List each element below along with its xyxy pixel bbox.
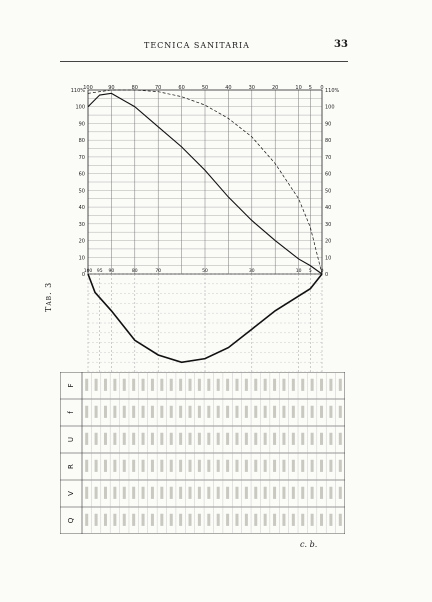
table-cell-mark (301, 433, 304, 445)
table-cell-mark (329, 487, 332, 499)
table-cell-mark (207, 514, 210, 526)
table-cell-mark (273, 460, 276, 472)
table-cell-mark (311, 487, 314, 499)
y-tick-label-right: 90 (325, 121, 332, 128)
table-cell-mark (142, 433, 145, 445)
table-cell-mark (226, 487, 229, 499)
y-tick-label-right: 20 (325, 238, 332, 245)
lower-x-tick-label: 30 (248, 269, 255, 274)
table-cell-mark (198, 514, 201, 526)
table-cell-mark (207, 379, 210, 391)
y-tick-label-right: 60 (325, 171, 332, 178)
table-cell-mark (320, 514, 323, 526)
table-cell-mark (339, 379, 342, 391)
y-tick-label-left: 0 (81, 272, 85, 278)
y-tick-label-left: 70 (78, 154, 85, 161)
lower-x-tick-label: 70 (155, 269, 162, 274)
table-cell-mark (320, 460, 323, 472)
table-cell-mark (207, 433, 210, 445)
table-cell-mark (282, 460, 285, 472)
table-cell-mark (282, 379, 285, 391)
table-cell-mark (235, 460, 238, 472)
table-cell-mark (207, 460, 210, 472)
table-cell-mark (254, 379, 257, 391)
table-cell-mark (311, 460, 314, 472)
table-cell-mark (282, 487, 285, 499)
lower-x-tick-label: 0 (320, 269, 324, 274)
y-tick-label-right: 110% (325, 88, 340, 94)
table-cell-mark (104, 433, 107, 445)
table-cell-mark (292, 460, 295, 472)
table-col-header: U (67, 436, 75, 443)
table-cell-mark (245, 460, 248, 472)
table-cell-mark (226, 433, 229, 445)
table-cell-mark (198, 487, 201, 499)
table-col-header: R (67, 464, 75, 469)
table-cell-mark (160, 487, 163, 499)
lower-x-tick-label: 10 (295, 269, 302, 274)
table-cell-mark (207, 487, 210, 499)
table-cell-mark (95, 460, 98, 472)
table-cell-mark (151, 379, 154, 391)
lower-x-tick-label: 100 (83, 269, 93, 274)
values-table (60, 372, 345, 534)
table-cell-mark (95, 433, 98, 445)
x-tick-label: 80 (131, 85, 138, 91)
table-cell-mark (179, 460, 182, 472)
table-cell-mark (226, 460, 229, 472)
lower-x-tick-label: 95 (96, 269, 103, 274)
table-cell-mark (123, 406, 126, 418)
x-tick-label: 70 (155, 85, 162, 91)
table-cell-mark (123, 487, 126, 499)
table-cell-mark (132, 406, 135, 418)
y-tick-label-right: 50 (325, 188, 332, 195)
x-tick-label: 10 (295, 85, 302, 91)
table-cell-mark (254, 460, 257, 472)
lower-x-tick-label: 90 (108, 269, 115, 274)
table-cell-mark (282, 433, 285, 445)
table-cell-mark (151, 406, 154, 418)
table-cell-mark (282, 406, 285, 418)
table-cell-mark (226, 379, 229, 391)
table-cell-mark (245, 514, 248, 526)
table-cell-mark (273, 433, 276, 445)
table-cell-mark (226, 514, 229, 526)
y-tick-label-right: 100 (325, 104, 335, 111)
table-cell-mark (142, 514, 145, 526)
table-cell-mark (320, 406, 323, 418)
table-cell-mark (320, 379, 323, 391)
table-cell-mark (113, 514, 116, 526)
table-cell-mark (339, 460, 342, 472)
table-cell-mark (151, 514, 154, 526)
table-cell-mark (235, 379, 238, 391)
table-cell-mark (254, 514, 257, 526)
table-cell-mark (170, 514, 173, 526)
page-header (64, 39, 348, 57)
y-tick-label-right: 70 (325, 154, 332, 161)
table-cell-mark (142, 460, 145, 472)
table-cell-mark (95, 487, 98, 499)
table-cell-mark (170, 406, 173, 418)
table-cell-mark (151, 487, 154, 499)
table-cell-mark (113, 406, 116, 418)
table-cell-mark (95, 379, 98, 391)
x-tick-label: 60 (178, 85, 185, 91)
table-cell-mark (189, 433, 192, 445)
table-cell-mark (160, 406, 163, 418)
table-cell-mark (95, 406, 98, 418)
table-cell-mark (339, 433, 342, 445)
y-tick-label-right: 80 (325, 138, 332, 145)
table-cell-mark (151, 460, 154, 472)
table-cell-mark (264, 460, 267, 472)
y-tick-label-left: 60 (78, 171, 85, 178)
table-cell-mark (179, 406, 182, 418)
table-cell-mark (301, 487, 304, 499)
x-tick-label: 50 (201, 85, 209, 91)
table-cell-mark (292, 514, 295, 526)
y-tick-label-left: 110% (70, 88, 85, 94)
table-cell-mark (95, 514, 98, 526)
table-cell-mark (320, 433, 323, 445)
table-cell-mark (235, 514, 238, 526)
y-tick-label-left: 10 (78, 255, 85, 262)
table-cell-mark (273, 514, 276, 526)
table-cell-mark (329, 460, 332, 472)
table-cell-mark (217, 433, 220, 445)
table-cell-mark (245, 379, 248, 391)
table-cell-mark (85, 406, 88, 418)
table-cell-mark (142, 379, 145, 391)
table-cell-mark (207, 406, 210, 418)
x-tick-label: 0 (320, 85, 324, 91)
table-cell-mark (170, 460, 173, 472)
table-cell-mark (104, 406, 107, 418)
table-cell-mark (226, 406, 229, 418)
table-cell-mark (142, 406, 145, 418)
lower-x-tick-label: 5 (308, 269, 312, 274)
table-cell-mark (113, 433, 116, 445)
table-svg (60, 372, 345, 534)
table-cell-mark (329, 514, 332, 526)
y-tick-label-left: 20 (78, 238, 85, 245)
y-tick-label-right: 40 (325, 205, 332, 212)
table-cell-mark (132, 433, 135, 445)
x-tick-label: 40 (225, 85, 232, 91)
table-cell-mark (189, 460, 192, 472)
table-cell-mark (311, 379, 314, 391)
page-number: 33 (334, 39, 348, 50)
table-cell-mark (189, 406, 192, 418)
table-cell-mark (104, 514, 107, 526)
table-cell-mark (329, 433, 332, 445)
table-cell-mark (254, 433, 257, 445)
table-cell-mark (198, 433, 201, 445)
table-cell-mark (292, 379, 295, 391)
y-tick-label-left: 90 (78, 121, 85, 128)
table-cell-mark (292, 406, 295, 418)
table-cell-mark (189, 514, 192, 526)
x-tick-label: 20 (272, 85, 279, 91)
table-cell-mark (113, 379, 116, 391)
y-tick-label-left: 80 (78, 138, 85, 145)
table-cell-mark (198, 460, 201, 472)
table-cell-mark (104, 379, 107, 391)
table-cell-mark (217, 487, 220, 499)
table-cell-mark (245, 433, 248, 445)
table-cell-mark (170, 433, 173, 445)
table-cell-mark (217, 514, 220, 526)
table-cell-mark (85, 460, 88, 472)
table-cell-mark (245, 487, 248, 499)
table-cell-mark (235, 433, 238, 445)
x-tick-label: 5 (308, 85, 312, 91)
table-cell-mark (301, 514, 304, 526)
table-cell-mark (104, 460, 107, 472)
table-cell-mark (311, 514, 314, 526)
table-cell-mark (254, 406, 257, 418)
table-cell-mark (264, 487, 267, 499)
table-cell-mark (132, 379, 135, 391)
y-tick-label-right: 0 (325, 272, 329, 278)
table-cell-mark (123, 433, 126, 445)
table-cell-mark (198, 406, 201, 418)
table-cell-mark (151, 433, 154, 445)
table-col-header: Q (67, 517, 75, 524)
table-cell-mark (329, 379, 332, 391)
table-cell-mark (142, 487, 145, 499)
table-cell-mark (198, 379, 201, 391)
table-cell-mark (235, 406, 238, 418)
table-cell-mark (264, 379, 267, 391)
table-cell-mark (301, 406, 304, 418)
table-cell-mark (235, 487, 238, 499)
y-tick-label-right: 30 (325, 221, 332, 228)
table-cell-mark (264, 433, 267, 445)
table-cell-mark (170, 487, 173, 499)
table-cell-mark (179, 514, 182, 526)
table-cell-mark (123, 460, 126, 472)
y-tick-label-left: 40 (78, 205, 85, 212)
table-cell-mark (292, 433, 295, 445)
table-cell-mark (113, 487, 116, 499)
table-cell-mark (217, 460, 220, 472)
table-cell-mark (170, 379, 173, 391)
x-tick-label: 90 (108, 85, 115, 91)
table-col-header: F (67, 383, 75, 388)
author-initials: c. b. (300, 540, 318, 549)
table-cell-mark (311, 433, 314, 445)
table-cell-mark (104, 487, 107, 499)
table-cell-mark (132, 487, 135, 499)
table-cell-mark (179, 487, 182, 499)
table-cell-mark (329, 406, 332, 418)
lower-x-tick-label: 80 (131, 269, 138, 274)
chart-svg (60, 82, 345, 372)
x-tick-label: 30 (248, 85, 255, 91)
table-cell-mark (160, 460, 163, 472)
table-cell-mark (189, 379, 192, 391)
x-tick-label: 100 (83, 85, 93, 91)
table-cell-mark (254, 487, 257, 499)
table-cell-mark (339, 514, 342, 526)
table-cell-mark (189, 487, 192, 499)
table-cell-mark (85, 514, 88, 526)
table-label: Tab. 3 (44, 281, 53, 312)
table-cell-mark (217, 406, 220, 418)
chart-area (60, 82, 345, 372)
table-cell-mark (264, 406, 267, 418)
table-cell-mark (160, 514, 163, 526)
table-cell-mark (85, 379, 88, 391)
table-cell-mark (320, 487, 323, 499)
table-cell-mark (273, 406, 276, 418)
table-cell-mark (85, 487, 88, 499)
table-cell-mark (160, 433, 163, 445)
table-cell-mark (113, 460, 116, 472)
table-cell-mark (123, 514, 126, 526)
table-cell-mark (217, 379, 220, 391)
table-cell-mark (179, 433, 182, 445)
table-cell-mark (160, 379, 163, 391)
running-title: TECNICA SANITARIA (144, 41, 250, 50)
table-cell-mark (339, 406, 342, 418)
table-col-header: f (67, 411, 75, 414)
table-cell-mark (132, 514, 135, 526)
table-cell-mark (292, 487, 295, 499)
table-cell-mark (273, 487, 276, 499)
table-cell-mark (179, 379, 182, 391)
y-tick-label-left: 50 (78, 188, 85, 195)
y-tick-label-left: 100 (75, 104, 85, 111)
table-cell-mark (301, 379, 304, 391)
table-cell-mark (123, 379, 126, 391)
table-cell-mark (132, 460, 135, 472)
table-cell-mark (273, 379, 276, 391)
table-cell-mark (311, 406, 314, 418)
lower-x-tick-label: 50 (202, 269, 208, 274)
table-cell-mark (339, 487, 342, 499)
table-col-header: V (67, 491, 75, 496)
y-tick-label-left: 30 (78, 221, 85, 228)
y-tick-label-right: 10 (325, 255, 332, 262)
table-cell-mark (301, 460, 304, 472)
table-cell-mark (85, 433, 88, 445)
table-cell-mark (245, 406, 248, 418)
table-cell-mark (282, 514, 285, 526)
table-cell-mark (264, 514, 267, 526)
header-rule (60, 61, 348, 62)
